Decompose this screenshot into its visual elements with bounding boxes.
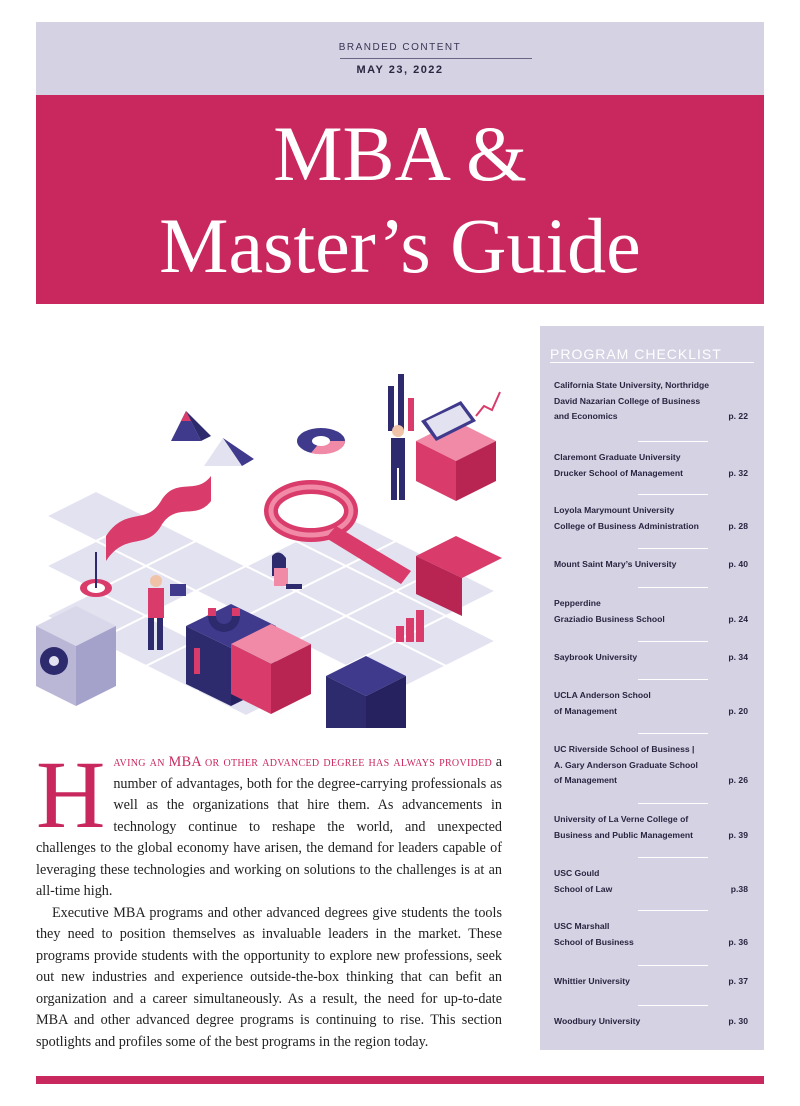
- checklist-separator: [638, 803, 708, 804]
- checklist-separator: [638, 679, 708, 680]
- checklist-entry-page: p. 40: [728, 559, 748, 569]
- checklist-entry-page: p.38: [730, 883, 748, 894]
- checklist-entry-line: Claremont Graduate University: [554, 452, 681, 462]
- checklist-entry: [554, 812, 726, 843]
- title-banner: [36, 95, 764, 304]
- checklist-entry-line: A. Gary Anderson Graduate School: [554, 759, 698, 770]
- checklist-entry: [554, 557, 726, 573]
- kicker-divider: [340, 58, 532, 59]
- checklist-entry-page: p. 37: [728, 976, 748, 986]
- checklist-entry-line: David Nazarian College of Business: [554, 395, 701, 406]
- pie-chart-icon: [297, 428, 345, 454]
- checklist-heading: PROGRAM CHECKLIST: [550, 346, 722, 362]
- checklist-entry-line: School of Business: [554, 936, 634, 947]
- page-title-line-2: Master’s Guide: [159, 202, 641, 289]
- pyramid-icons: [171, 411, 254, 466]
- checklist-entry-line: College of Business Administration: [554, 520, 699, 531]
- checklist-heading-rule: [550, 362, 754, 363]
- article-lead-in: aving an MBA or other advanced degree has always provided: [113, 754, 493, 770]
- checklist-entry-page: p. 39: [728, 829, 748, 840]
- checklist-separator: [638, 965, 708, 966]
- checklist-entry-line: Pepperdine: [554, 598, 601, 608]
- checklist-entry: [554, 688, 726, 719]
- page-title-line-1: MBA &: [273, 110, 527, 197]
- checklist-entry-line: Woodbury University: [554, 1016, 641, 1026]
- checklist-entry-line: Graziadio Business School: [554, 613, 665, 624]
- checklist-separator: [638, 494, 708, 495]
- checklist-separator: [638, 857, 708, 858]
- checklist-entry-line: Business and Public Management: [554, 829, 693, 840]
- checklist-entry-line: USC Gould: [554, 868, 600, 878]
- article-body: [36, 741, 503, 1053]
- bar-chart-icon: [388, 374, 414, 431]
- checklist-entry-line: and Economics: [554, 411, 618, 421]
- article-paragraph-2: Executive MBA programs and other advanced degrees give students the tools they need to position themselves as invaluable leaders in the market. These programs provide students with the opportunity to explore new professions, seek out new industries and experience outside-the-box thinking that can befit an organization and a career simultaneously. As a result, the need for up-to-date MBA and other advanced degree programs is continuing to rise. This section spotlights and profiles some of the best programs in the region today.: [36, 904, 502, 1050]
- header-band: [36, 22, 764, 95]
- drop-cap: H: [36, 741, 106, 848]
- footer-rule: [36, 1076, 764, 1084]
- checklist-separator: [638, 641, 708, 642]
- checklist-entry: [554, 742, 726, 789]
- article-paragraph-1-text: a number of advantages, both for the degree-carrying professionals as well as the organizations that hire them. As advancements in technology continue to reshape the world, and unexpected challenges to the global economy have arisen, the demand for leaders capable of leveraging these technologies and working on solutions to the challenges is at an all-time high.: [36, 754, 503, 899]
- checklist-entry: [554, 974, 726, 990]
- checklist-entry-line: Drucker School of Management: [554, 467, 683, 478]
- checklist-entry: [554, 378, 726, 425]
- checklist-entry-page: p. 30: [728, 1016, 748, 1026]
- checklist-separator: [638, 548, 708, 549]
- checklist-entry-line: Loyola Marymount University: [554, 505, 675, 515]
- checklist-entry-line: UC Riverside School of Business |: [554, 744, 695, 754]
- checklist-entry: [554, 919, 726, 950]
- checklist-entry: [554, 450, 726, 481]
- checklist-entry-line: UCLA Anderson School: [554, 690, 651, 700]
- checklist-separator: [638, 733, 708, 734]
- checklist-entry: [554, 503, 726, 534]
- checklist-entry: [554, 650, 726, 666]
- checklist-entry: [554, 596, 726, 627]
- checklist-entry: [554, 866, 726, 897]
- checklist-separator: [638, 587, 708, 588]
- branded-content-kicker: BRANDED CONTENT: [338, 42, 462, 53]
- publication-date: MAY 23, 2022: [356, 64, 444, 76]
- checklist-separator: [638, 910, 708, 911]
- checklist-entry-line: Mount Saint Mary’s University: [554, 559, 677, 569]
- program-checklist: [540, 326, 764, 1050]
- checklist-entry-page: p. 26: [728, 775, 748, 785]
- checklist-entry-page: p. 24: [728, 613, 748, 624]
- isometric-business-illustration: [36, 326, 502, 728]
- article-paragraph-1: [36, 741, 503, 903]
- checklist-entry-page: p. 28: [728, 520, 748, 531]
- checklist-separator: [638, 441, 708, 442]
- checklist-entry-page: p. 20: [728, 705, 748, 716]
- checklist-entry: [554, 1014, 726, 1030]
- checklist-entry-line: University of La Verne College of: [554, 814, 689, 824]
- checklist-entry-line: Saybrook University: [554, 652, 638, 662]
- checklist-entry-line: of Management: [554, 775, 618, 785]
- checklist-entry-page: p. 36: [728, 936, 748, 947]
- checklist-entry-line: USC Marshall: [554, 921, 610, 931]
- checklist-entry-line: School of Law: [554, 883, 613, 894]
- checklist-entry-page: p. 34: [728, 652, 748, 662]
- checklist-entry-page: p. 32: [728, 467, 748, 478]
- gear-icon: [40, 647, 68, 675]
- checklist-entry-page: p. 22: [728, 411, 748, 421]
- checklist-separator: [638, 1005, 708, 1006]
- checklist-entry-line: Whittier University: [554, 976, 630, 986]
- checklist-entry-line: of Management: [554, 705, 618, 716]
- trend-line-icon: [476, 392, 500, 416]
- checklist-entry-line: California State University, Northridge: [554, 380, 710, 390]
- person-standing-laptop: [391, 425, 405, 500]
